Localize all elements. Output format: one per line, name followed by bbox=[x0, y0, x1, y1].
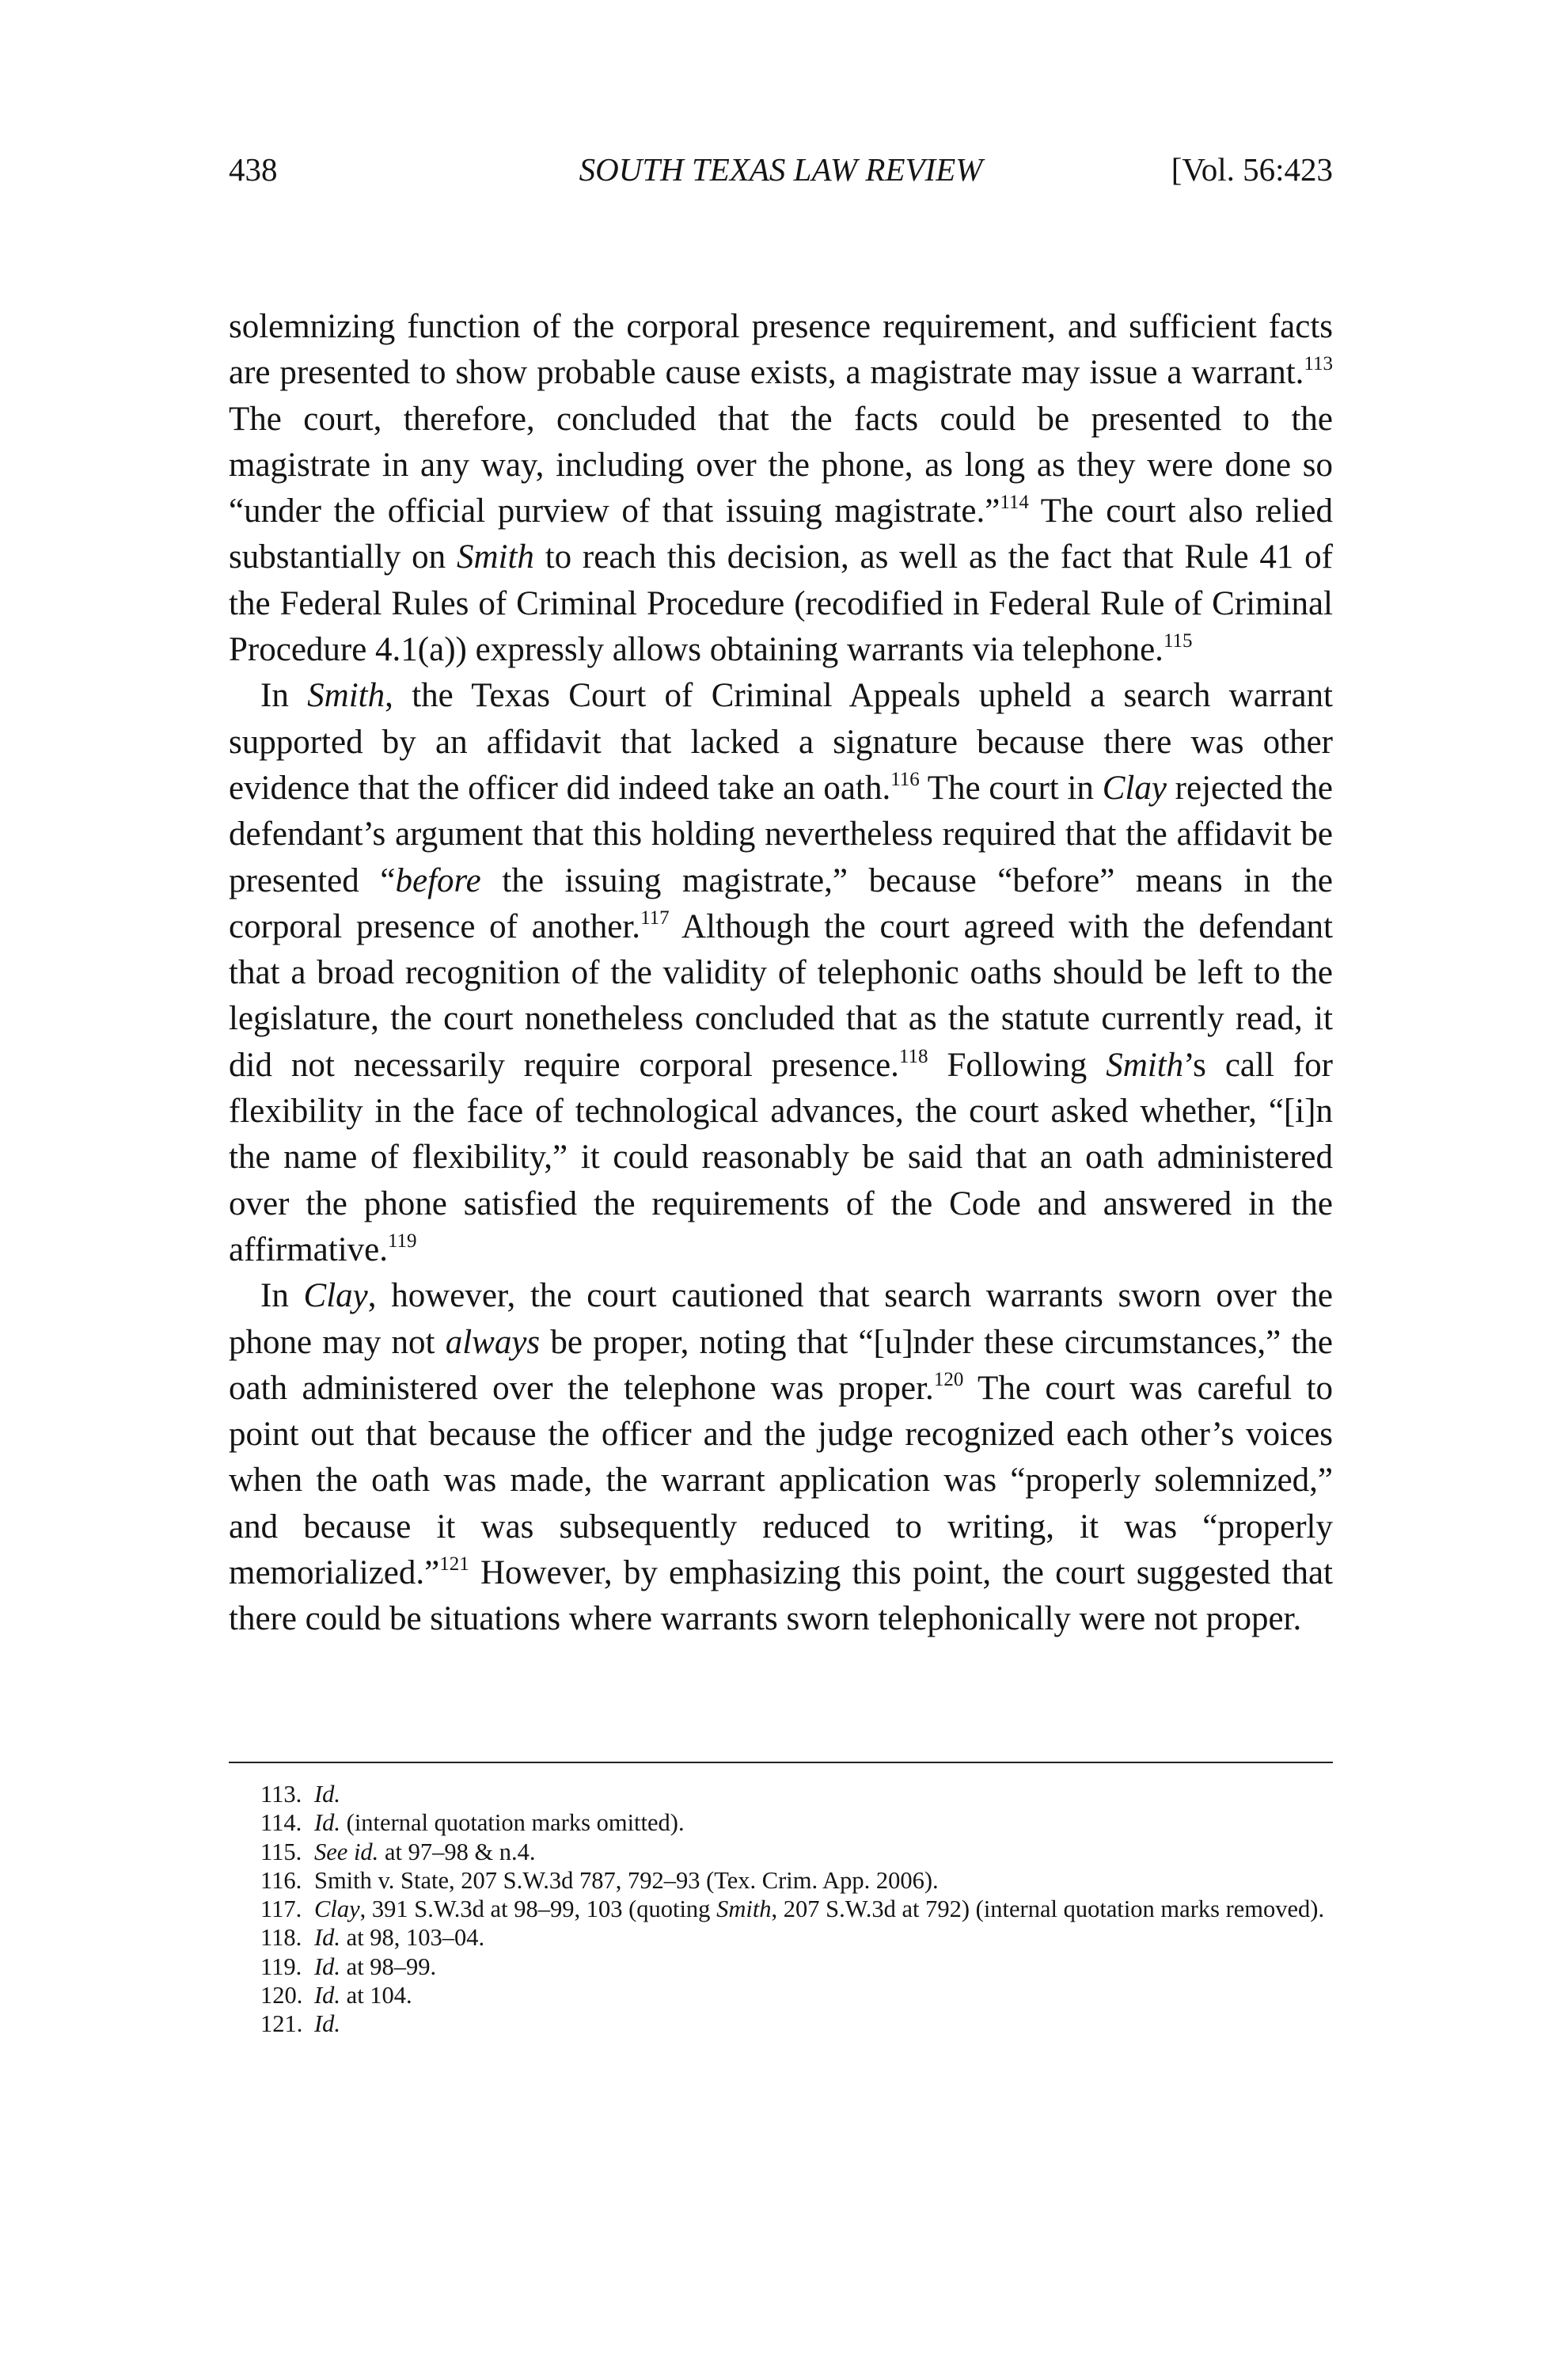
text-run: be proper, noting that “[u]nder these circumstances,” the oath administered over the telephone was proper. bbox=[229, 1323, 1333, 1407]
footnote-121 bbox=[229, 2009, 1333, 2038]
text-run: to reach this decision, as well as the fact that Rule 41 of the Federal Rules of Criminal Procedure (recodified in Federal Rule of Criminal Procedure 4.1(a)) expressly allows obtaining warrants via telephone. bbox=[229, 538, 1333, 669]
footnote-ref-119[interactable]: 119 bbox=[387, 1230, 417, 1252]
case-name: Clay bbox=[314, 1895, 360, 1923]
footnote-text: at 97–98 & n.4. bbox=[378, 1838, 536, 1865]
text-run: ’s call for flexibility in the face of technological advances, the court asked whether, “[i]n the name of flexibility,” it could reasonably be said that an oath administered over the phone satisfied the requirements of the Code and answered in the affirmative. bbox=[229, 1046, 1334, 1268]
footnote-text: at 98, 103–04. bbox=[340, 1924, 485, 1952]
footnote-116 bbox=[229, 1866, 1333, 1895]
emphasis: always bbox=[445, 1323, 541, 1361]
case-name: Smith bbox=[1106, 1046, 1184, 1084]
footnote-number: 114. bbox=[260, 1809, 302, 1837]
journal-title: SOUTH TEXAS LAW REVIEW bbox=[579, 151, 983, 188]
text-run: the issuing magistrate,” because “before” means in the corporal presence of another. bbox=[229, 861, 1334, 945]
text-run: , the Texas Court of Criminal Appeals upheld a search warrant supported by an affidavit that lacked a signature because there was other evidence that the officer did indeed take an oath. bbox=[229, 677, 1333, 807]
text-run: solemnizing function of the corporal presence requirement, and sufficient facts are presented to show probable cause exists, a magistrate may issue a warrant. bbox=[229, 308, 1333, 392]
footnote-number: 119. bbox=[260, 1952, 302, 1980]
footnote-text: at 98–99. bbox=[340, 1952, 437, 1980]
text-run: The court, therefore, concluded that the facts could be presented to the magistrate in any way, including over the phone, as long as they were done so “under the official purview of that issuing magistrate.” bbox=[229, 400, 1333, 530]
emphasis: before bbox=[395, 861, 481, 899]
main-text bbox=[229, 304, 1333, 1643]
case-name: Clay bbox=[303, 1277, 368, 1315]
footnote-120 bbox=[229, 1981, 1333, 2009]
footnote-number: 118. bbox=[260, 1924, 302, 1952]
footnote-text: , 391 S.W.3d at 98–99, 103 (quoting bbox=[359, 1895, 717, 1923]
text-run: The court was careful to point out that because the officer and the judge recognized each other’s voices when the oath was made, the warrant application was “properly solemnized,” and because it was subsequently reduced to writing, it was “properly memorialized.” bbox=[229, 1369, 1333, 1592]
footnote-ref-117[interactable]: 117 bbox=[640, 907, 670, 929]
footnotes bbox=[229, 1780, 1333, 2039]
footnote-number: 116. bbox=[260, 1866, 302, 1894]
footnote-divider bbox=[229, 1762, 1333, 1763]
page-number: 438 bbox=[229, 151, 278, 188]
footnote-number: 120. bbox=[260, 1982, 303, 2009]
text-run: rejected the defendant’s argument that this holding nevertheless required that the affidavit be presented “ bbox=[229, 769, 1334, 899]
citation-signal: Id. bbox=[314, 1809, 341, 1837]
paragraph-1 bbox=[229, 304, 1333, 673]
text-run: In bbox=[260, 1277, 304, 1315]
footnote-115 bbox=[229, 1838, 1333, 1866]
paragraph-2 bbox=[229, 673, 1333, 1273]
citation-signal: See id. bbox=[314, 1838, 379, 1865]
text-run: The court also relied substantially on bbox=[229, 492, 1333, 576]
text-run: , however, the court cautioned that search warrants sworn over the phone may not bbox=[229, 1277, 1333, 1361]
footnote-ref-120[interactable]: 120 bbox=[933, 1368, 964, 1390]
footnote-number: 115. bbox=[260, 1838, 302, 1865]
footnote-number: 117. bbox=[260, 1895, 302, 1923]
footnote-114 bbox=[229, 1808, 1333, 1837]
footnote-text: at 104. bbox=[340, 1982, 412, 2009]
footnote-ref-113[interactable]: 113 bbox=[1304, 353, 1333, 375]
footnote-117 bbox=[229, 1895, 1333, 1923]
citation-signal: Id. bbox=[314, 1952, 341, 1980]
case-name: Smith bbox=[716, 1895, 772, 1923]
citation-signal: Id. bbox=[314, 2010, 341, 2038]
paragraph-3 bbox=[229, 1273, 1333, 1642]
footnote-text: , 207 S.W.3d at 792) (internal quotation marks removed). bbox=[771, 1895, 1325, 1923]
footnote-ref-121[interactable]: 121 bbox=[439, 1553, 469, 1576]
text-run: In bbox=[260, 677, 308, 715]
footnote-number: 113. bbox=[260, 1781, 302, 1808]
footnote-113 bbox=[229, 1780, 1333, 1808]
volume-citation: [Vol. 56:423 bbox=[1171, 151, 1333, 188]
text-run: The court in bbox=[919, 769, 1103, 807]
case-name: Smith bbox=[456, 538, 534, 576]
case-name: Smith bbox=[307, 677, 385, 715]
footnote-text: Smith v. State, 207 S.W.3d 787, 792–93 (Tex. Crim. App. 2006). bbox=[314, 1866, 939, 1894]
footnote-ref-115[interactable]: 115 bbox=[1163, 630, 1193, 652]
citation-signal: Id. bbox=[314, 1781, 341, 1808]
citation-signal: Id. bbox=[314, 1982, 341, 2009]
citation-signal: Id. bbox=[314, 1924, 341, 1952]
running-header bbox=[229, 150, 1333, 198]
text-run: Following bbox=[928, 1046, 1107, 1084]
footnote-text: (internal quotation marks omitted). bbox=[340, 1809, 685, 1837]
footnote-118 bbox=[229, 1923, 1333, 1952]
footnote-119 bbox=[229, 1952, 1333, 1981]
text-run: Although the court agreed with the defendant that a broad recognition of the validity of telephonic oaths should be left to the legislature, the court nonetheless concluded that as the statute currently read, it did not necessarily require corporal presence. bbox=[229, 907, 1333, 1084]
footnote-ref-114[interactable]: 114 bbox=[1000, 492, 1029, 514]
footnote-number: 121. bbox=[260, 2010, 303, 2038]
footnote-ref-118[interactable]: 118 bbox=[898, 1045, 928, 1067]
case-name: Clay bbox=[1102, 769, 1167, 807]
footnote-ref-116[interactable]: 116 bbox=[890, 768, 920, 790]
text-run: However, by emphasizing this point, the court suggested that there could be situations where warrants sworn telephonically were not proper. bbox=[229, 1554, 1333, 1638]
